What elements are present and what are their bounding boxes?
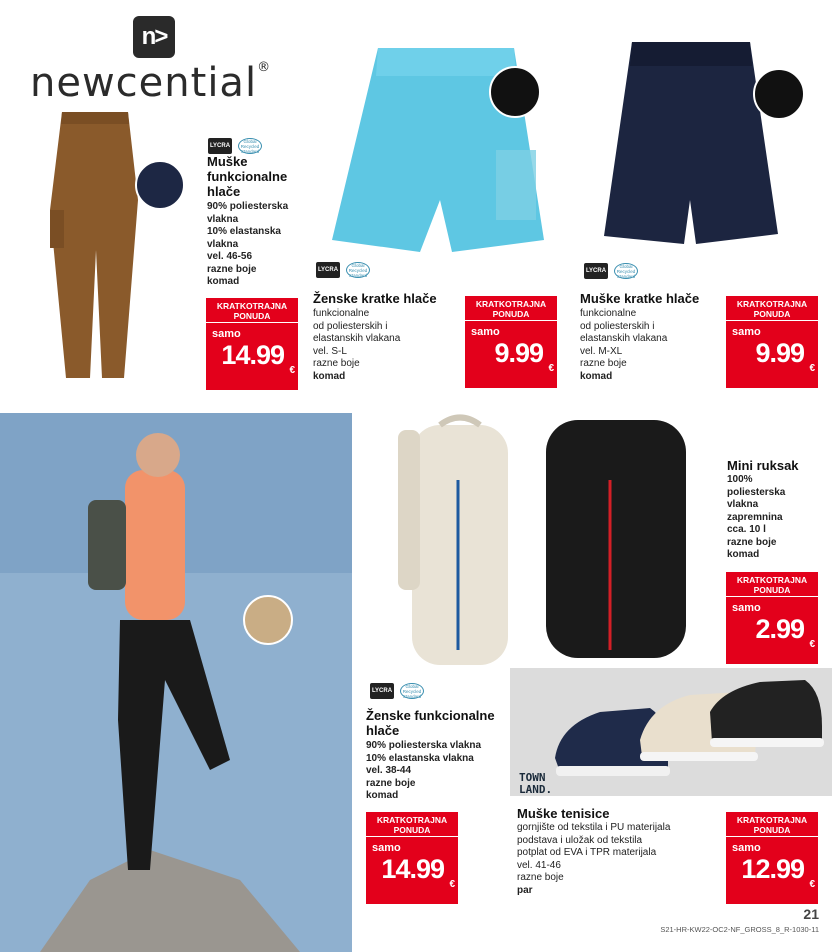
lycra-logo: LYCRA xyxy=(316,262,340,278)
cert-logos xyxy=(370,683,424,699)
lycra-logo: LYCRA xyxy=(208,138,232,154)
badge-label: KRATKOTRAJNA PONUDA xyxy=(726,812,818,837)
recycled-standard-logo: Global Recycled Standard xyxy=(238,138,262,154)
product-title: Ženske kratke hlače xyxy=(313,291,437,306)
samo-label: samo xyxy=(732,842,761,854)
price-tag xyxy=(465,296,557,388)
price-value: 12.99 xyxy=(741,854,804,884)
black-backpack-image xyxy=(546,420,686,658)
black-swatch xyxy=(490,67,540,117)
product-title: Muške kratke hlače xyxy=(580,291,700,306)
samo-label: samo xyxy=(212,328,241,340)
navy-swatch xyxy=(136,161,184,209)
price-tag xyxy=(726,572,818,664)
price-value: 14.99 xyxy=(381,854,444,884)
price-value: 14.99 xyxy=(221,340,284,370)
brand-logo-mark: n> xyxy=(133,16,175,58)
badge-label: KRATKOTRAJNA PONUDA xyxy=(206,298,298,323)
samo-label: samo xyxy=(732,326,761,338)
recycled-standard-logo: Global Recycled Standard xyxy=(400,683,424,699)
page-code: S21-HR-KW22-OC2-NF_GROSS_8_R-1030-11 xyxy=(660,925,819,934)
product-description: gornjište od tekstila i PU materijala podstava i uložak od tekstila potplat od EVA i TPR materijala vel. 41-46 razne boje par xyxy=(517,822,671,896)
navy-shorts-image xyxy=(604,42,778,244)
product-description: 100% poliesterska vlakna zapremnina cca. 10 l razne boje komad xyxy=(727,474,786,560)
cert-logos xyxy=(316,262,370,278)
brand-name: newcential xyxy=(30,60,258,106)
lycra-logo: LYCRA xyxy=(584,263,608,279)
recycled-standard-logo: Global Recycled Standard xyxy=(346,262,370,278)
currency: € xyxy=(809,639,815,650)
product-muske-kratke xyxy=(580,291,720,383)
product-description: 90% poliesterska vlakna 10% elastanska vlakna vel. 38-44 razne boje komad xyxy=(366,740,482,801)
badge-label: KRATKOTRAJNA PONUDA xyxy=(366,812,458,837)
price-tag xyxy=(726,296,818,388)
samo-label: samo xyxy=(732,602,761,614)
currency: € xyxy=(289,365,295,376)
price-tag xyxy=(726,812,818,904)
product-title: Mini ruksak xyxy=(727,458,799,473)
product-title: Ženske funkcionalne hlače xyxy=(366,708,495,738)
product-muske-tenisice xyxy=(517,806,717,897)
product-mini-ruksak xyxy=(727,458,827,562)
black-swatch-2 xyxy=(754,69,804,119)
price-value: 9.99 xyxy=(755,338,804,368)
samo-label: samo xyxy=(372,842,401,854)
product-zenske-funkcionalne xyxy=(366,708,516,803)
lycra-logo: LYCRA xyxy=(370,683,394,699)
registered-mark: ® xyxy=(257,60,272,75)
product-title: Muške tenisice xyxy=(517,806,610,821)
price-value: 2.99 xyxy=(755,614,804,644)
cert-logos xyxy=(208,138,262,154)
hiker-photo xyxy=(0,413,352,952)
price-value: 9.99 xyxy=(494,338,543,368)
currency: € xyxy=(809,879,815,890)
badge-label: KRATKOTRAJNA PONUDA xyxy=(726,572,818,597)
product-description: funkcionalne od poliesterskih i elastanskih vlakana vel. S-L razne boje komad xyxy=(313,308,401,382)
currency: € xyxy=(548,363,554,374)
samo-label: samo xyxy=(471,326,500,338)
price-tag xyxy=(206,298,298,390)
product-muske-hlace xyxy=(207,154,317,289)
product-title: Muške funkcionalne hlače xyxy=(207,154,288,199)
recycled-standard-logo: Global Recycled Standard xyxy=(614,263,638,279)
townland-logo: TOWN LAND. xyxy=(519,771,553,796)
price-tag xyxy=(366,812,458,904)
cert-logos xyxy=(584,263,638,279)
page-number: 21 xyxy=(803,906,819,922)
brown-pants-image xyxy=(50,112,138,378)
currency: € xyxy=(809,363,815,374)
badge-label: KRATKOTRAJNA PONUDA xyxy=(465,296,557,321)
product-description: funkcionalne od poliesterskih i elastanskih vlakana vel. M-XL razne boje komad xyxy=(580,308,668,382)
product-zenske-kratke xyxy=(313,291,463,383)
currency: € xyxy=(449,879,455,890)
beige-swatch xyxy=(244,596,292,644)
beige-backpack-image xyxy=(398,418,508,666)
badge-label: KRATKOTRAJNA PONUDA xyxy=(726,296,818,321)
product-description: 90% poliesterska vlakna 10% elastanska vlakna vel. 46-56 razne boje komad xyxy=(207,201,289,287)
